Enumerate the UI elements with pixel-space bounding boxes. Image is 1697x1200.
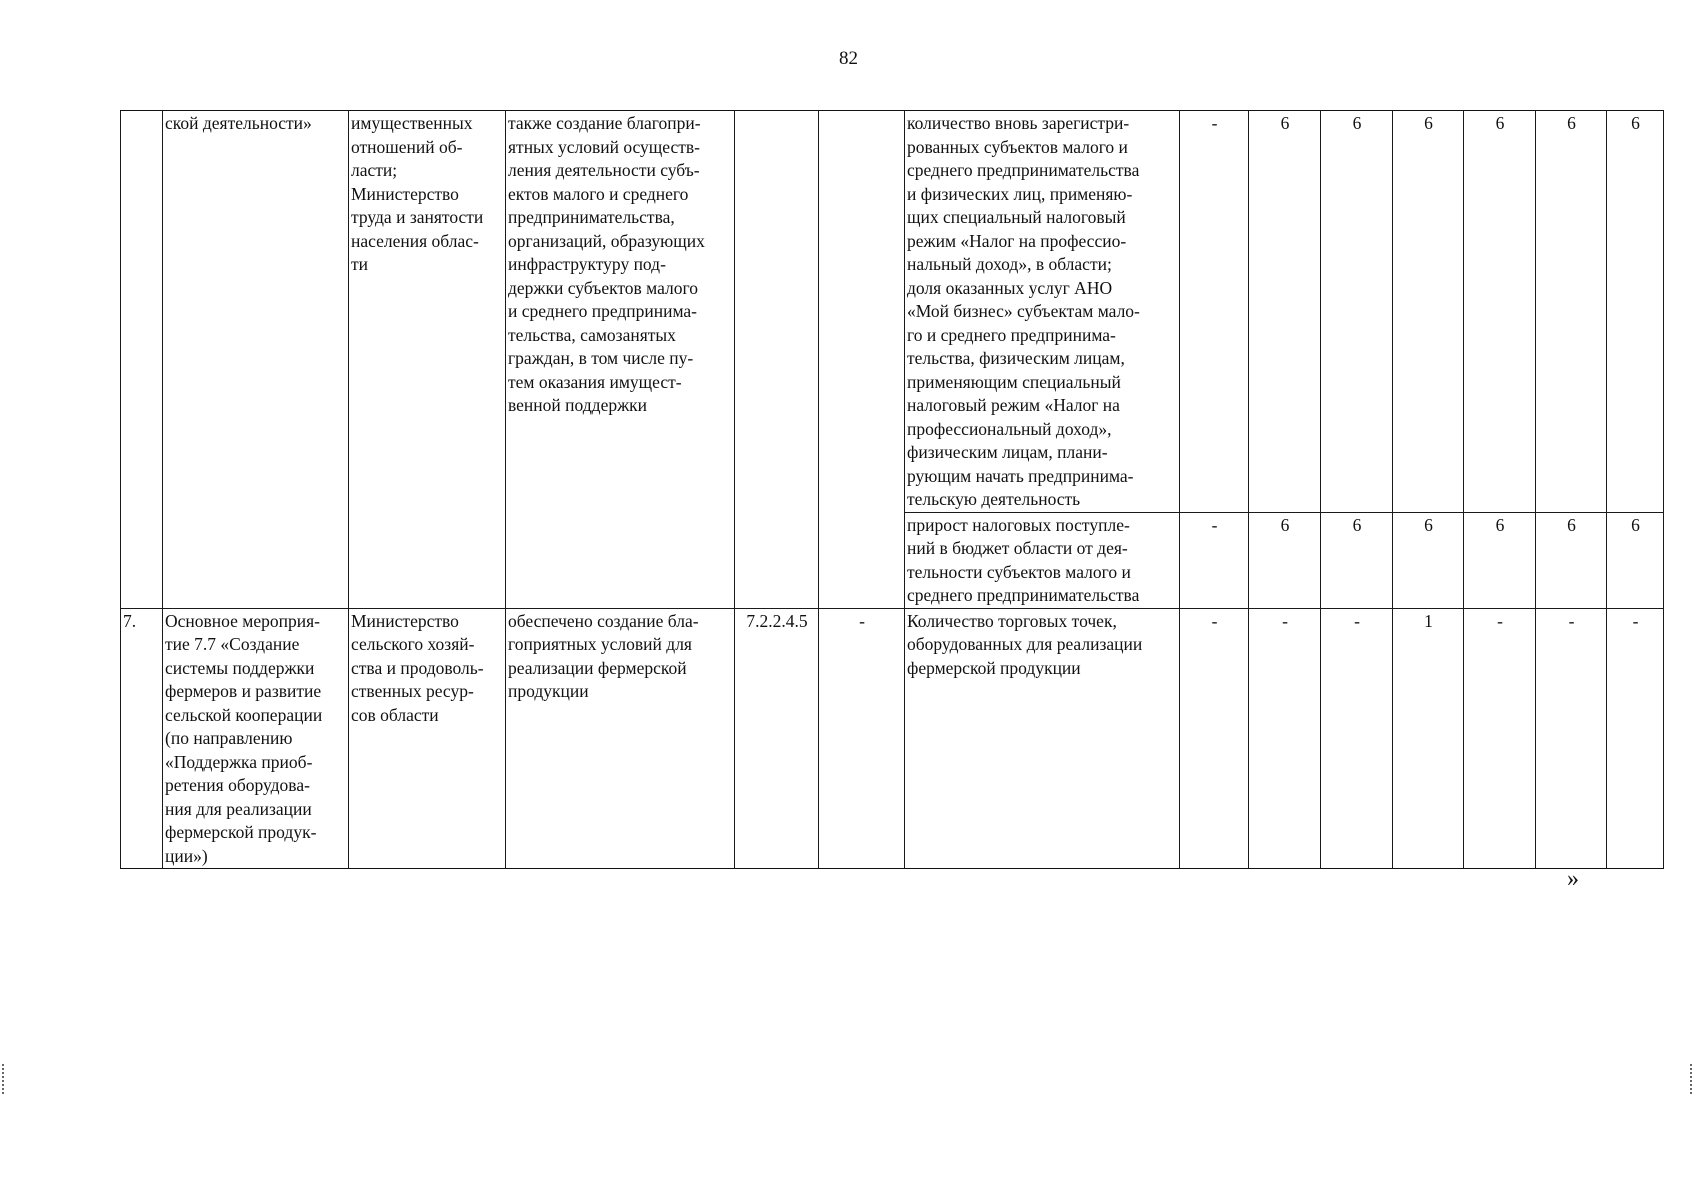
executor-cell: имущественных отношений об- ласти; Министерство труда и занятости населения облас- ти [349,111,506,609]
link-cell: - [819,608,905,869]
value-cell: 6 [1249,111,1321,513]
value-cell: 1 [1393,608,1464,869]
value-cell: 6 [1321,512,1393,608]
value-cell: - [1464,608,1536,869]
value-cell: - [1180,111,1249,513]
value-cell: 6 [1393,512,1464,608]
page-number: 82 [839,48,858,69]
value-cell: 6 [1607,512,1664,608]
value-cell: - [1249,608,1321,869]
value-cell: 6 [1536,512,1607,608]
left-edge-mark [2,1064,7,1094]
row-number-cell [121,111,163,609]
link-cell [819,111,905,609]
value-cell: 6 [1393,111,1464,513]
code-cell [735,111,819,609]
value-cell: 6 [1249,512,1321,608]
result-cell: также создание благопри- ятных условий осуществ- ления деятельности субъ- ектов малого и среднего предпринимательства, организаций, образующих инфраструктуру под- держки субъектов малого и среднего предпринима- тельства, самозанятых граждан, в том числе пу- тем оказания имущест- венной поддержки [506,111,735,609]
row-number-cell: 7. [121,608,163,869]
closing-quote-mark: » [1567,866,1579,892]
value-cell: 6 [1607,111,1664,513]
table-row [121,111,1664,513]
result-cell: обеспечено создание бла- гоприятных условий для реализации фермерской продукции [506,608,735,869]
code-cell: 7.2.2.4.5 [735,608,819,869]
value-cell: 6 [1321,111,1393,513]
value-cell: - [1536,608,1607,869]
value-cell: - [1180,512,1249,608]
indicator-cell: прирост налоговых поступле- ний в бюджет области от дея- тельности субъектов малого и среднего предпринимательства [905,512,1180,608]
value-cell: 6 [1464,111,1536,513]
program-table [120,110,1664,869]
indicator-cell: Количество торговых точек, оборудованных для реализации фермерской продукции [905,608,1180,869]
table-row [121,608,1664,869]
right-edge-mark [1690,1064,1695,1094]
event-cell: ской деятельности» [163,111,349,609]
value-cell: - [1321,608,1393,869]
value-cell: 6 [1536,111,1607,513]
value-cell: - [1180,608,1249,869]
indicator-cell: количество вновь зарегистри- рованных субъектов малого и среднего предпринимательства и физических лиц, применяю- щих специальный налоговый режим «Налог на профессио- нальный доход», в области; доля оказанных услуг АНО «Мой бизнес» субъектам мало- го и среднего предпринима- тельства, физическим лицам, применяющим специальный налоговый режим «Налог на профессиональный доход», физическим лицам, плани- рующим начать предпринима- тельскую деятельность [905,111,1180,513]
value-cell: - [1607,608,1664,869]
value-cell: 6 [1464,512,1536,608]
event-cell: Основное мероприя- тие 7.7 «Создание системы поддержки фермеров и развитие сельской кооперации (по направлению «Поддержка приоб- ретения оборудова- ния для реализации фермерской продук- ции») [163,608,349,869]
executor-cell: Министерство сельского хозяй- ства и продоволь- ственных ресур- сов области [349,608,506,869]
